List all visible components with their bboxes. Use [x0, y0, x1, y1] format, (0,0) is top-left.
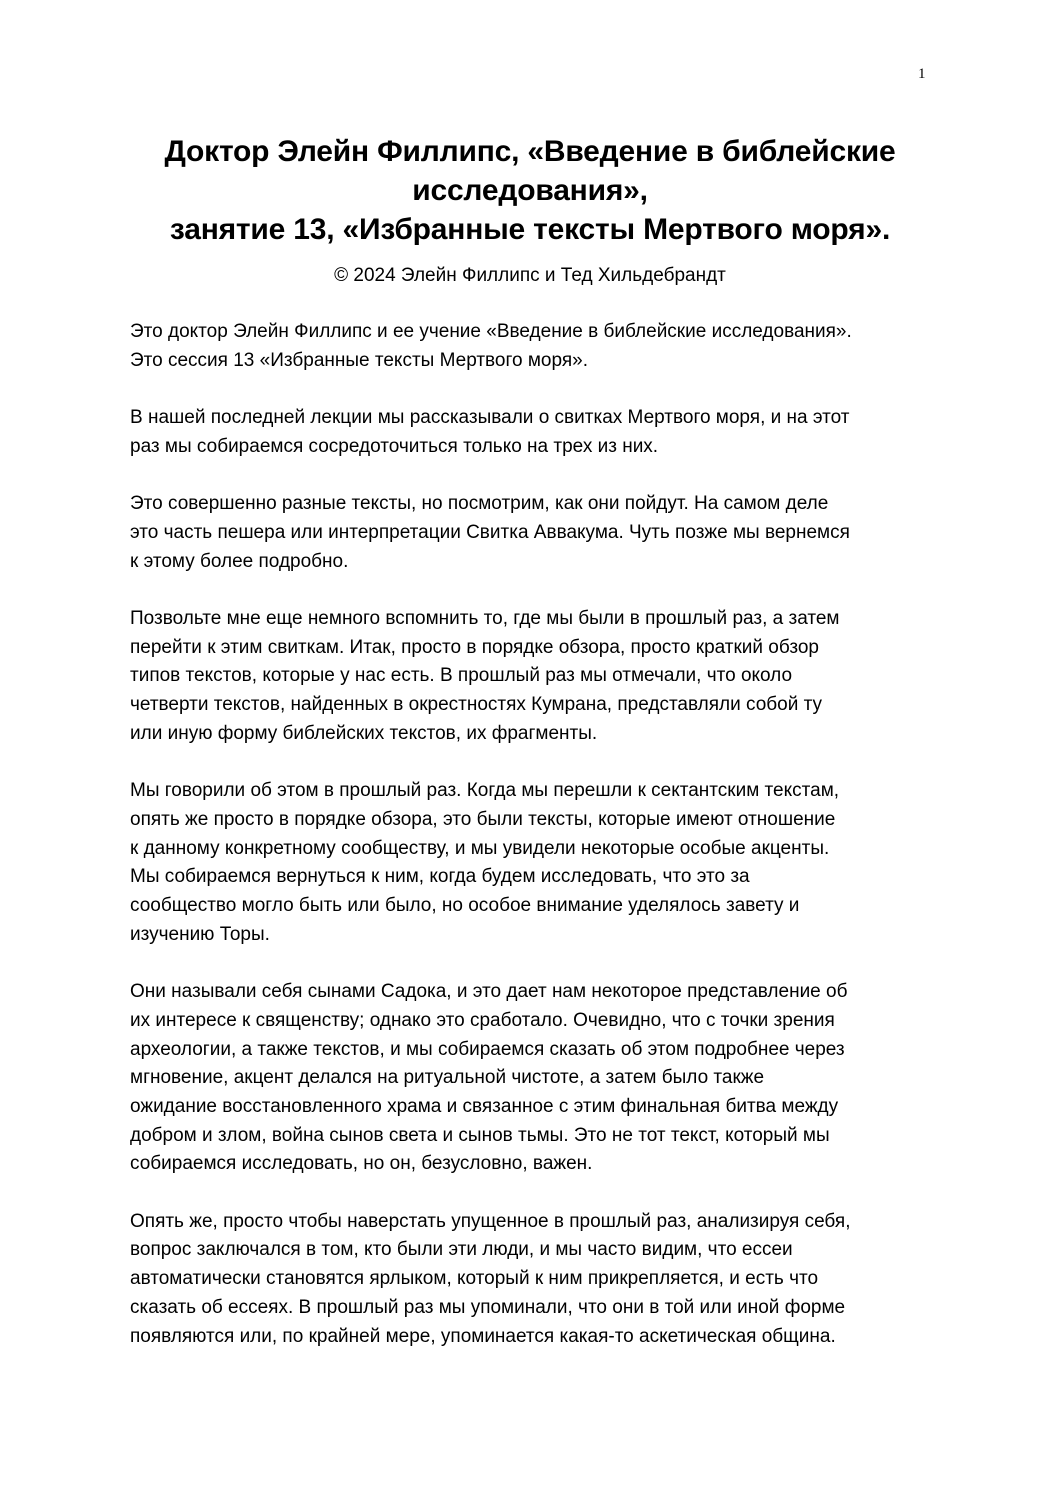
paragraph-line: четверти текстов, найденных в окрестностях Кумрана, представляли собой ту	[130, 694, 823, 716]
title-line: Доктор Элейн Филлипс, «Введение в библейские	[164, 135, 896, 168]
paragraph-line: автоматически становятся ярлыком, который к ним прикрепляется, и есть что	[130, 1268, 819, 1290]
page-number: 1	[918, 66, 926, 82]
paragraph-line: опять же просто в порядке обзора, это были тексты, которые имеют отношение	[130, 808, 836, 830]
paragraph-line: перейти к этим свиткам. Итак, просто в порядке обзора, просто краткий обзор	[130, 636, 819, 658]
paragraph-line: Опять же, просто чтобы наверстать упущенное в прошлый раз, анализируя себя,	[130, 1210, 851, 1232]
paragraph-line: Позвольте мне еще немного вспомнить то, где мы были в прошлый раз, а затем	[130, 607, 840, 629]
paragraph-line: типов текстов, которые у нас есть. В прошлый раз мы отмечали, что около	[130, 665, 793, 687]
paragraph-line: В нашей последней лекции мы рассказывали о свитках Мертвого моря, и на этот	[130, 407, 850, 429]
paragraph-line: добром и злом, война сынов света и сынов тьмы. Это не тот текст, который мы	[130, 1124, 830, 1146]
copyright-line: © 2024 Элейн Филлипс и Тед Хильдебрандт	[334, 265, 726, 286]
paragraph-line: собираемся исследовать, но он, безусловно, важен.	[130, 1153, 593, 1175]
paragraph	[130, 1208, 930, 1352]
paragraph-line: мгновение, акцент делался на ритуальной чистоте, а затем было также	[130, 1067, 765, 1089]
document-title	[100, 132, 960, 249]
paragraph	[130, 605, 930, 749]
paragraph-line: сообщество могло быть или было, но особое внимание уделялось завету и	[130, 895, 800, 916]
title-line: занятие 13, «Избранные тексты Мертвого моря».	[169, 213, 891, 246]
paragraph-line: к данному конкретному сообществу, и мы увидели некоторые особые акценты.	[130, 837, 830, 859]
paragraph	[130, 404, 930, 461]
paragraph-line: это часть пешера или интерпретации Свитка Аввакума. Чуть позже мы вернемся	[130, 521, 850, 543]
paragraph-line: к этому более подробно.	[130, 550, 349, 572]
paragraph-line: появляются или, по крайней мере, упоминается какая-то аскетическая община.	[130, 1325, 836, 1347]
paragraph-line: археологии, а также текстов, и мы собираемся сказать об этом подробнее через	[130, 1038, 845, 1060]
paragraph-line: их интересе к священству; однако это сработало. Очевидно, что с точки зрения	[130, 1009, 835, 1031]
paragraph-line: Это совершенно разные тексты, но посмотрим, как они пойдут. На самом деле	[130, 493, 829, 515]
paragraph-line: Мы говорили об этом в прошлый раз. Когда мы перешли к сектантским текстам,	[130, 780, 840, 802]
paragraph	[130, 490, 930, 576]
paragraph-line: Они называли себя сынами Садока, и это дает нам некоторое представление об	[130, 981, 848, 1003]
paragraph-line: вопрос заключался в том, кто были эти люди, и мы часто видим, что ессеи	[130, 1239, 793, 1261]
paragraph-line: Это сессия 13 «Избранные тексты Мертвого моря».	[130, 349, 588, 371]
paragraph	[130, 777, 930, 949]
paragraph-line: ожидание восстановленного храма и связанное с этим финальная битва между	[130, 1095, 839, 1117]
paragraph-line: раз мы собираемся сосредоточиться только на трех из них.	[130, 435, 659, 457]
title-line: исследования»,	[412, 174, 648, 207]
paragraph-line: сказать об ессеях. В прошлый раз мы упоминали, что они в той или иной форме	[130, 1296, 846, 1318]
paragraph	[130, 978, 930, 1179]
paragraph-line: Это доктор Элейн Филлипс и ее учение «Введение в библейские исследования».	[130, 321, 852, 342]
paragraph-line: Мы собираемся вернуться к ним, когда будем исследовать, что это за	[130, 866, 750, 888]
paragraph-line: или иную форму библейских текстов, их фрагменты.	[130, 722, 598, 744]
paragraph-line: изучению Торы.	[130, 923, 270, 945]
paragraph	[130, 318, 930, 375]
document-body	[130, 318, 930, 1380]
